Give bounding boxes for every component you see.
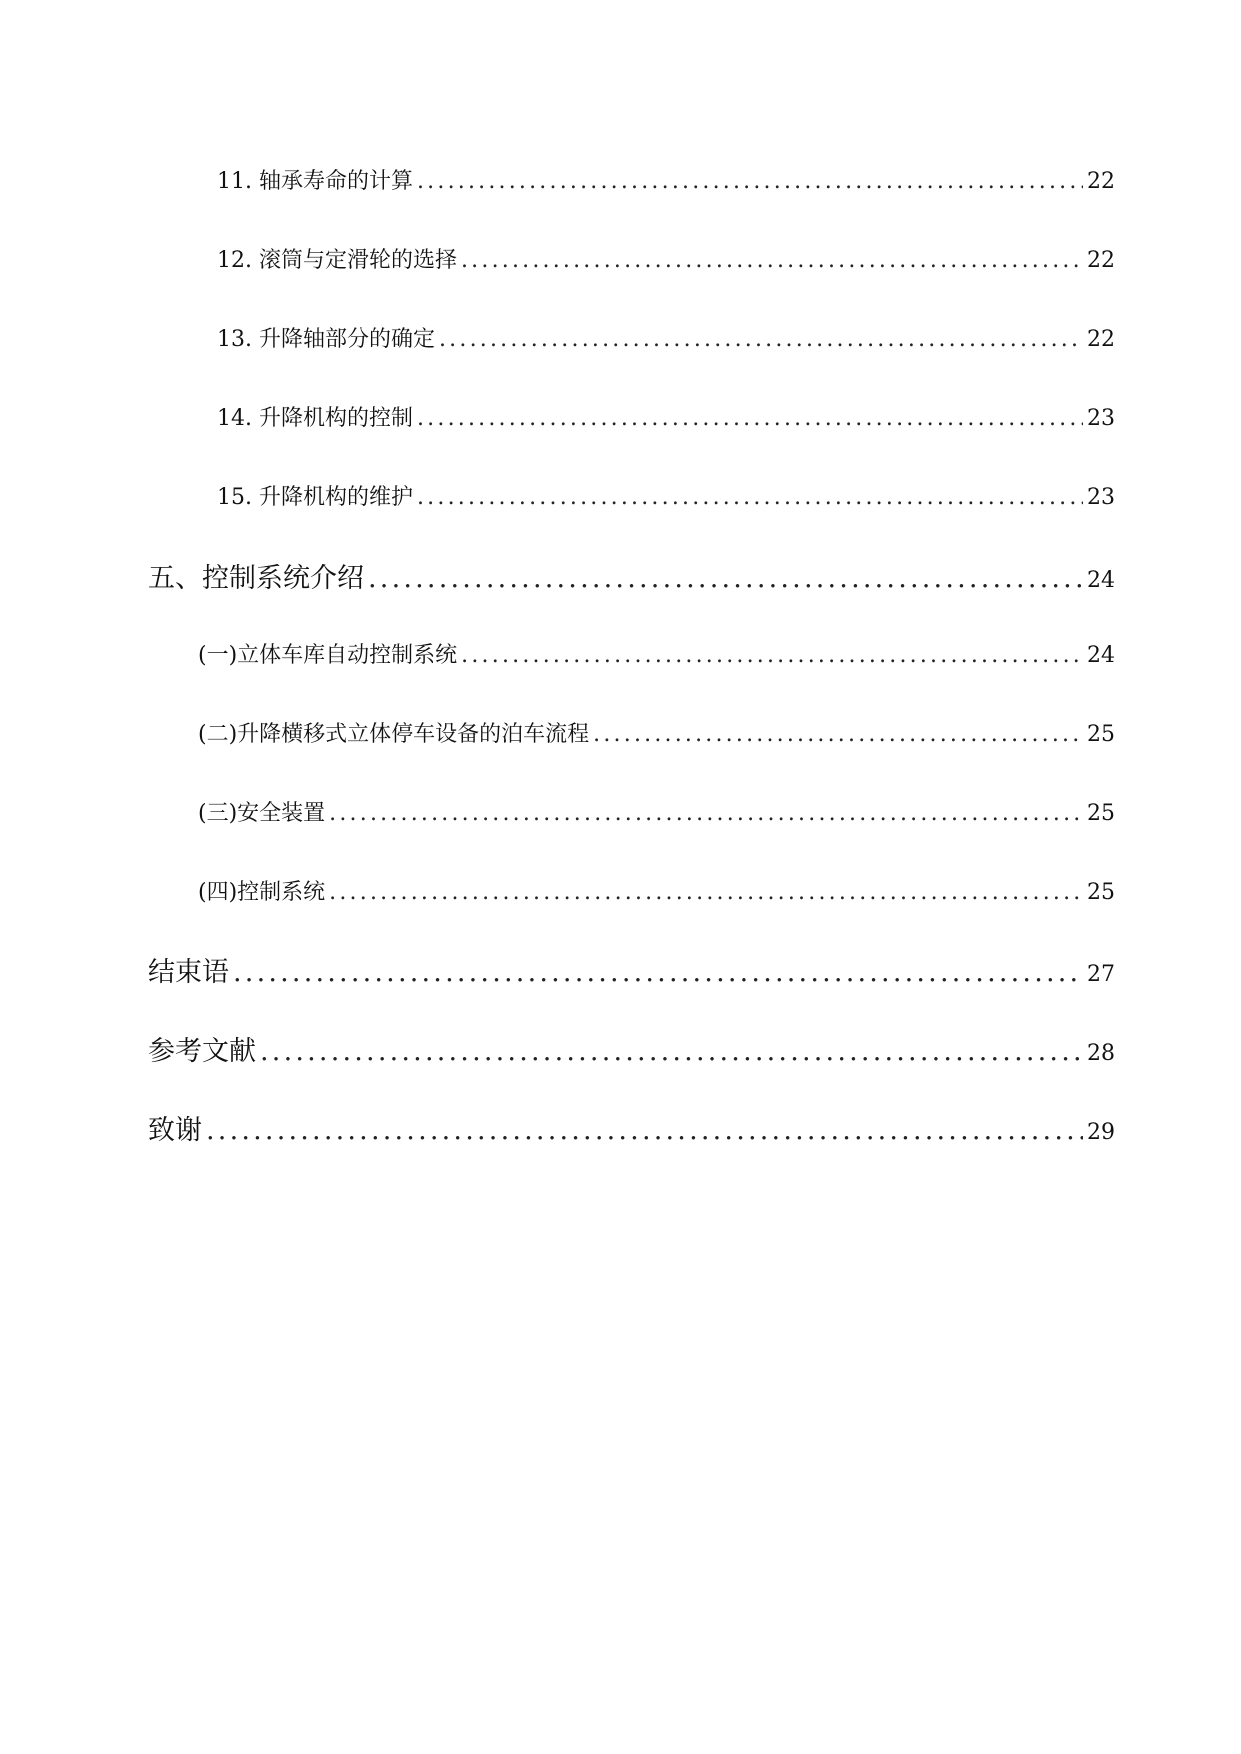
toc-entry-auto-control[interactable] xyxy=(198,638,1115,669)
toc-entry-label: (一)立体车库自动控制系统 xyxy=(198,643,458,668)
dot-leader xyxy=(461,643,1083,668)
toc-entry-page-number: 25 xyxy=(1087,880,1115,905)
toc-entry-page-number: 22 xyxy=(1087,169,1115,194)
toc-entry-label: 结束语 xyxy=(148,957,229,988)
toc-entry-page-number: 28 xyxy=(1087,1041,1115,1066)
dot-leader xyxy=(233,957,1083,988)
toc-entry-control-system[interactable] xyxy=(198,875,1115,906)
toc-entry-bearing-life[interactable] xyxy=(217,164,1115,195)
dot-leader xyxy=(593,722,1083,747)
dot-leader xyxy=(439,327,1083,352)
toc-entry-page-number: 29 xyxy=(1087,1120,1115,1145)
dot-leader xyxy=(206,1115,1083,1146)
toc-entry-label: 12. 滚筒与定滑轮的选择 xyxy=(217,248,457,273)
dot-leader xyxy=(417,406,1083,431)
dot-leader xyxy=(260,1036,1083,1067)
toc-entry-label: 五、控制系统介绍 xyxy=(148,563,364,594)
toc-entry-lift-control[interactable] xyxy=(217,401,1115,432)
toc-entry-label: 15. 升降机构的维护 xyxy=(217,485,413,510)
dot-leader xyxy=(329,801,1083,826)
toc-chapter-control-system[interactable] xyxy=(148,556,1115,595)
toc-entry-safety-devices[interactable] xyxy=(198,796,1115,827)
toc-entry-label: 11. 轴承寿命的计算 xyxy=(217,169,413,194)
toc-entry-label: (二)升降横移式立体停车设备的泊车流程 xyxy=(198,722,590,747)
toc-entry-parking-flow[interactable] xyxy=(198,717,1115,748)
toc-entry-page-number: 25 xyxy=(1087,801,1115,826)
toc-entry-label: (三)安全装置 xyxy=(198,801,326,826)
toc-entry-lift-shaft[interactable] xyxy=(217,322,1115,353)
toc-chapter-acknowledgements[interactable] xyxy=(148,1108,1115,1147)
toc-entry-label: (四)控制系统 xyxy=(198,880,326,905)
dot-leader xyxy=(417,169,1083,194)
toc-entry-page-number: 23 xyxy=(1087,485,1115,510)
toc-entry-page-number: 25 xyxy=(1087,722,1115,747)
toc-entry-label: 14. 升降机构的控制 xyxy=(217,406,413,431)
toc-entry-label: 参考文献 xyxy=(148,1036,256,1067)
toc-chapter-conclusion[interactable] xyxy=(148,950,1115,989)
toc-entry-page-number: 24 xyxy=(1087,568,1115,593)
toc-entry-drum-pulley-selection[interactable] xyxy=(217,243,1115,274)
dot-leader xyxy=(368,563,1083,594)
toc-entry-page-number: 27 xyxy=(1087,962,1115,987)
toc-entry-page-number: 24 xyxy=(1087,643,1115,668)
toc-entry-page-number: 23 xyxy=(1087,406,1115,431)
toc-entry-lift-maintenance[interactable] xyxy=(217,480,1115,511)
dot-leader xyxy=(461,248,1083,273)
toc-chapter-references[interactable] xyxy=(148,1029,1115,1068)
toc-entry-label: 致谢 xyxy=(148,1115,202,1146)
toc-entry-page-number: 22 xyxy=(1087,248,1115,273)
dot-leader xyxy=(329,880,1083,905)
toc-entry-page-number: 22 xyxy=(1087,327,1115,352)
dot-leader xyxy=(417,485,1083,510)
toc-entry-label: 13. 升降轴部分的确定 xyxy=(217,327,435,352)
